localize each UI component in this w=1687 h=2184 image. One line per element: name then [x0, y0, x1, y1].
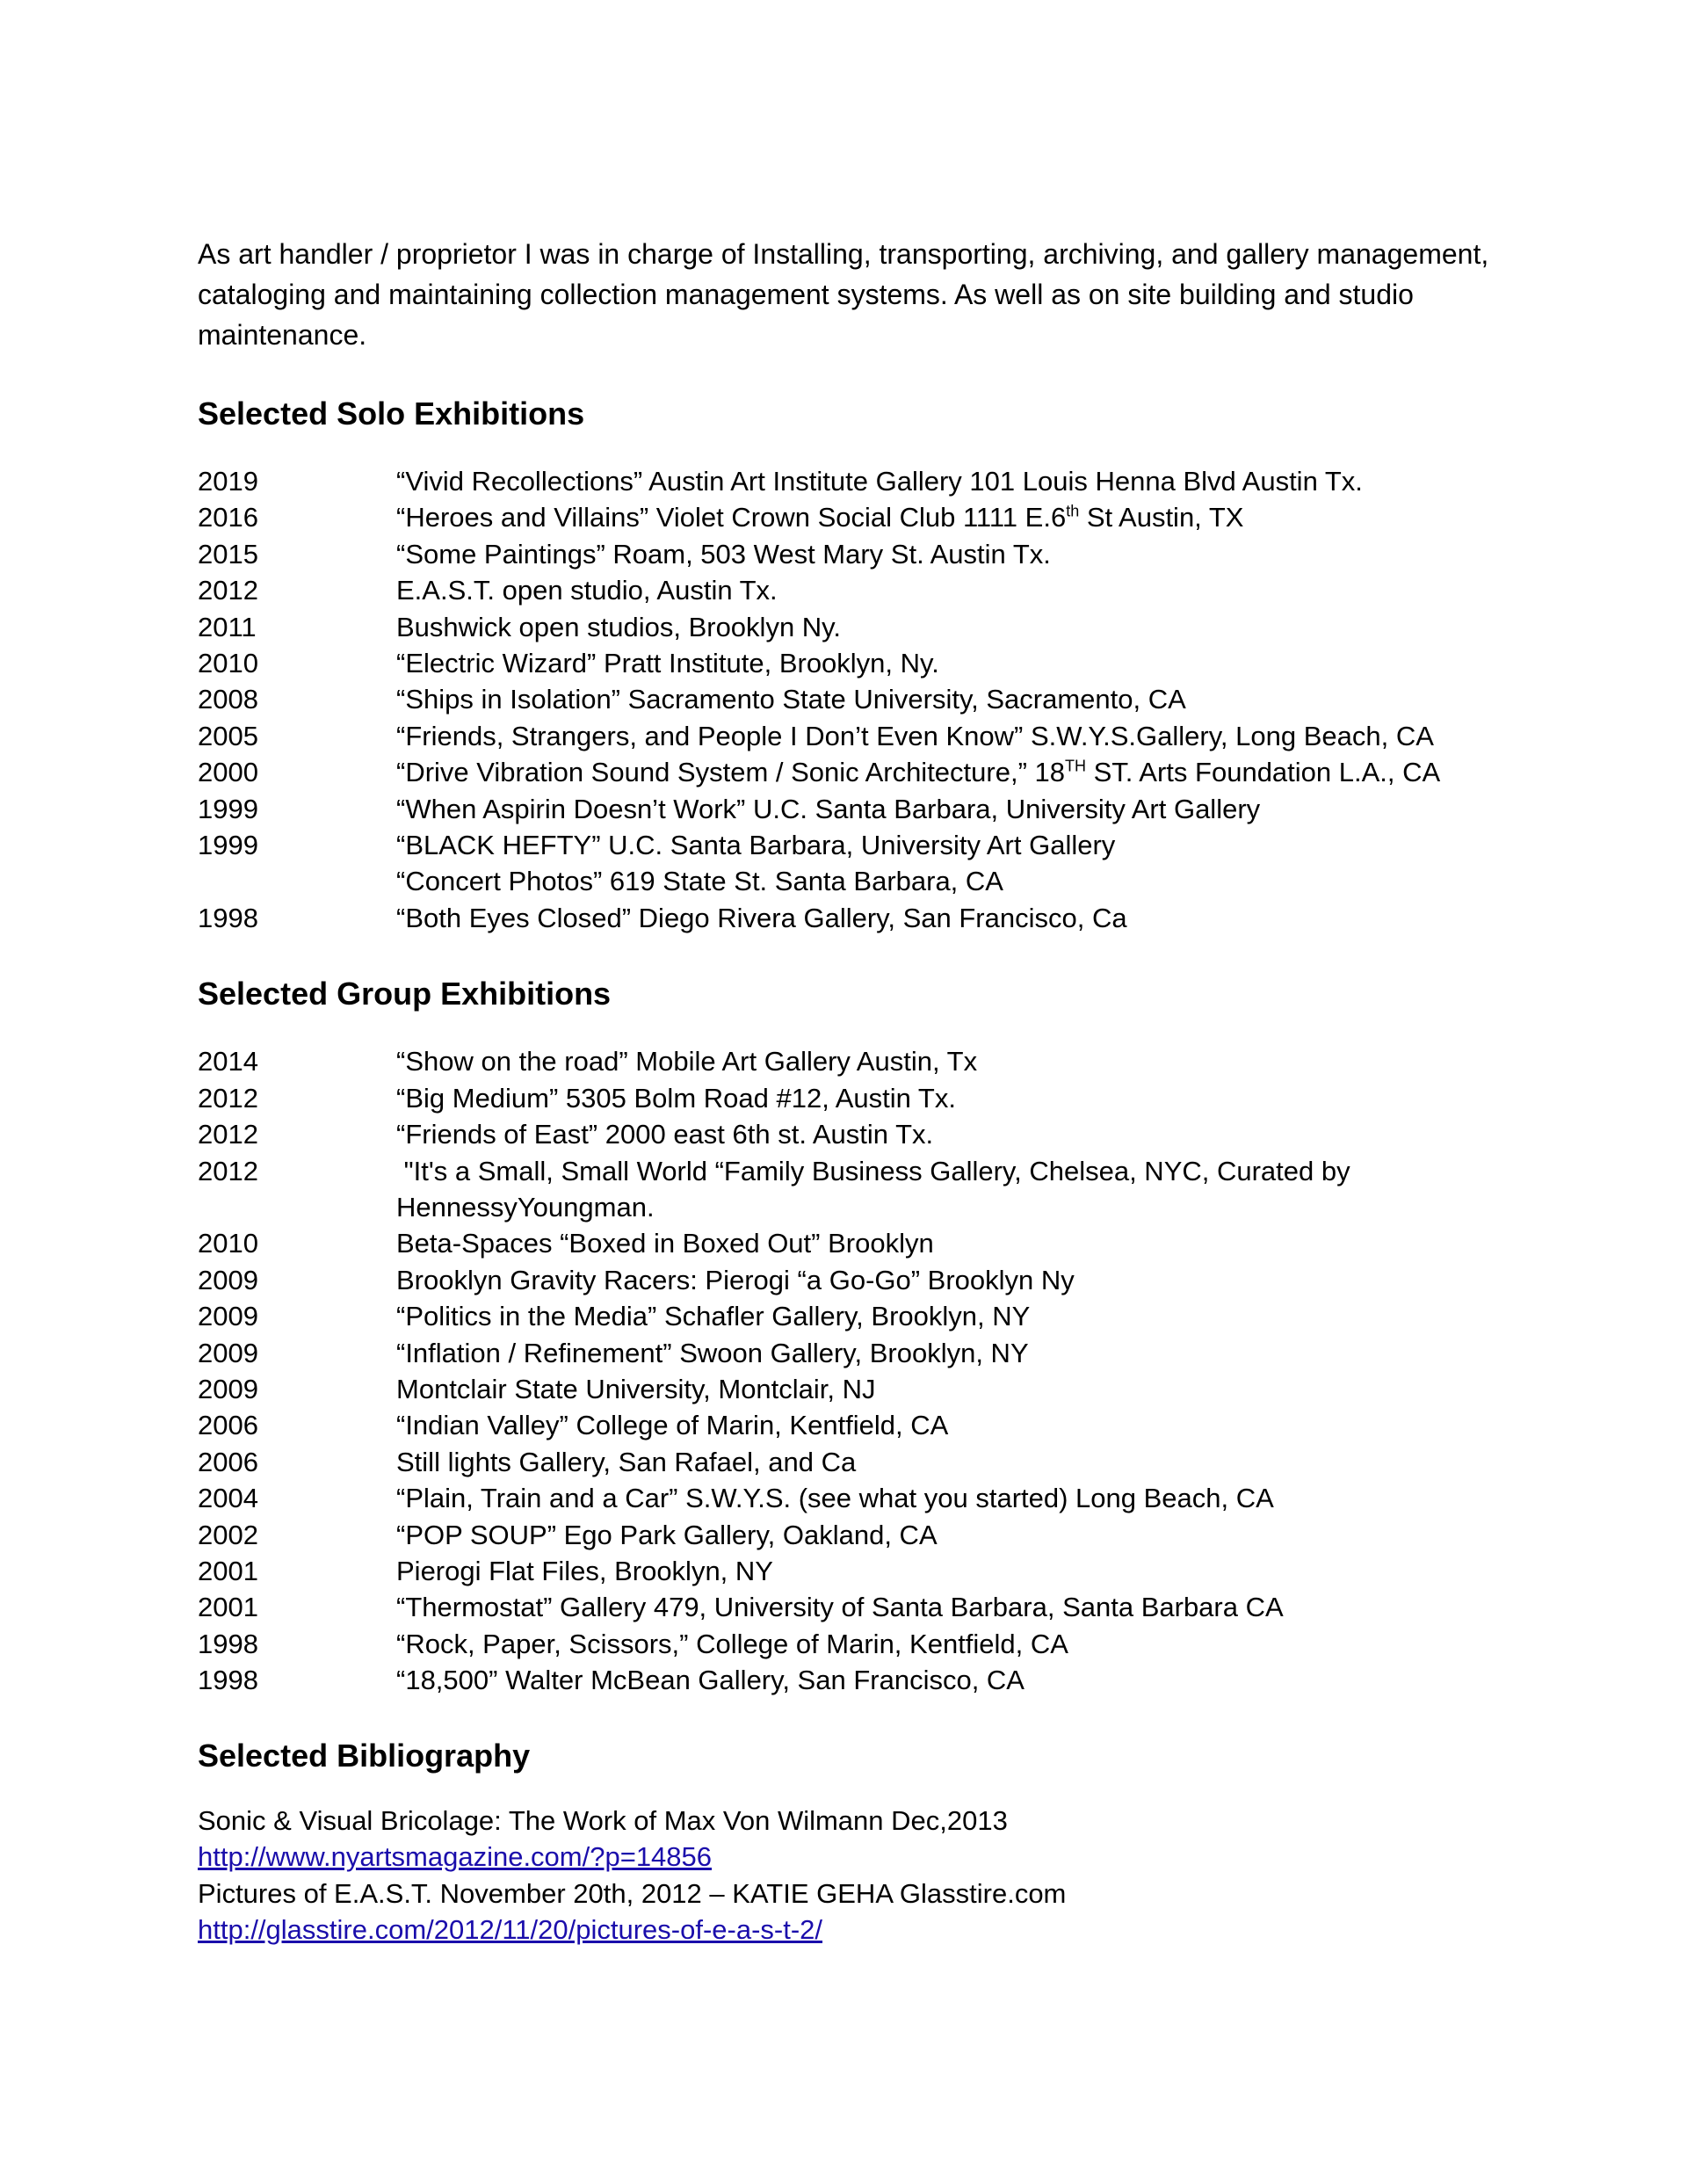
exhibition-text: “Inflation / Refinement” Swoon Gallery, Brooklyn, NY: [396, 1337, 1029, 1368]
exhibition-text: “Big Medium” 5305 Bolm Road #12, Austin Tx.: [396, 1082, 956, 1114]
exhibition-year: 2009: [198, 1337, 258, 1368]
exhibition-text: Montclair State University, Montclair, NJ: [396, 1373, 876, 1404]
exhibition-year: 1999: [198, 793, 258, 824]
exhibition-year: 2009: [198, 1301, 258, 1332]
exhibition-year: 2001: [198, 1592, 258, 1623]
group-row: [198, 1407, 1516, 1443]
exhibition-text: “Indian Valley” College of Marin, Kentfield, CA: [396, 1410, 949, 1441]
exhibition-year: 2001: [198, 1555, 258, 1586]
solo-row: [198, 536, 1516, 572]
exhibition-year: 2012: [198, 1155, 258, 1186]
solo-row: [198, 827, 1516, 863]
exhibition-text: “Rock, Paper, Scissors,” College of Marin, Kentfield, CA: [396, 1628, 1068, 1659]
solo-row: [198, 499, 1516, 535]
exhibition-text: “Vivid Recollections” Austin Art Institute Gallery 101 Louis Henna Blvd Austin Tx.: [396, 466, 1363, 497]
exhibition-year: 2002: [198, 1519, 258, 1550]
exhibition-text-part: “Drive Vibration Sound System / Sonic Architecture,” 18: [396, 757, 1065, 788]
exhibition-year: 2005: [198, 720, 258, 751]
group-row: [198, 1480, 1516, 1516]
exhibition-year: 2015: [198, 538, 258, 570]
exhibition-year: 2019: [198, 466, 258, 497]
exhibition-text: “Ships in Isolation” Sacramento State University, Sacramento, CA: [396, 684, 1186, 715]
group-row: [198, 1444, 1516, 1480]
exhibition-text: [396, 754, 1516, 790]
group-exhibitions-list: [198, 1043, 1516, 1698]
exhibition-year: 2012: [198, 1119, 258, 1150]
solo-row: [198, 863, 1516, 899]
exhibition-text: Bushwick open studios, Brooklyn Ny.: [396, 611, 841, 642]
solo-row: [198, 463, 1516, 499]
exhibition-year: 1998: [198, 1628, 258, 1659]
exhibition-text: Brooklyn Gravity Racers: Pierogi “a Go-Go” Brooklyn Ny: [396, 1264, 1075, 1295]
group-row: [198, 1262, 1516, 1298]
solo-row: [198, 572, 1516, 608]
exhibition-text: “POP SOUP” Ego Park Gallery, Oakland, CA: [396, 1519, 938, 1550]
exhibition-year: 2004: [198, 1483, 258, 1514]
exhibition-text: E.A.S.T. open studio, Austin Tx.: [396, 575, 778, 606]
exhibition-year: 1998: [198, 1665, 258, 1696]
solo-row: [198, 791, 1516, 827]
bibliography-heading: Selected Bibliography: [198, 1737, 531, 1774]
solo-row: [198, 645, 1516, 681]
group-row: [198, 1043, 1516, 1079]
solo-exhibitions-heading: Selected Solo Exhibitions: [198, 395, 585, 432]
bibliography-title: Pictures of E.A.S.T. November 20th, 2012 – KATIE GEHA Glasstire.com: [198, 1877, 1067, 1909]
solo-exhibitions-list: [198, 463, 1516, 936]
exhibition-year: 2012: [198, 575, 258, 606]
exhibition-text: “Show on the road” Mobile Art Gallery Austin, Tx: [396, 1046, 978, 1077]
bibliography-list: [198, 1803, 1516, 1948]
ordinal-superscript: TH: [1065, 757, 1086, 775]
exhibition-text: “Electric Wizard” Pratt Institute, Brooklyn, Ny.: [396, 648, 939, 679]
exhibition-text: “When Aspirin Doesn’t Work” U.C. Santa Barbara, University Art Gallery: [396, 793, 1261, 824]
exhibition-year: 1998: [198, 902, 258, 933]
exhibition-text-part: ST. Arts Foundation L.A., CA: [1086, 757, 1441, 788]
solo-row: [198, 609, 1516, 645]
exhibition-text: “Both Eyes Closed” Diego Rivera Gallery, San Francisco, Ca: [396, 902, 1127, 933]
exhibition-year: 2000: [198, 757, 258, 788]
exhibition-text: “Politics in the Media” Schafler Gallery, Brooklyn, NY: [396, 1301, 1031, 1332]
exhibition-year: 2008: [198, 684, 258, 715]
exhibition-text: “Friends, Strangers, and People I Don’t Even Know” S.W.Y.S.Gallery, Long Beach, CA: [396, 720, 1434, 751]
group-exhibitions-heading: Selected Group Exhibitions: [198, 976, 612, 1012]
group-row: [198, 1335, 1516, 1371]
group-row: [198, 1080, 1516, 1116]
ordinal-superscript: th: [1066, 503, 1080, 521]
exhibition-text-part: St Austin, TX: [1079, 502, 1244, 533]
group-row: [198, 1153, 1516, 1226]
exhibition-year: 2010: [198, 1228, 258, 1259]
exhibition-text: “Plain, Train and a Car” S.W.Y.S. (see what you started) Long Beach, CA: [396, 1483, 1274, 1514]
exhibition-text: “Friends of East” 2000 east 6th st. Austin Tx.: [396, 1119, 934, 1150]
exhibition-year: 2006: [198, 1446, 258, 1477]
exhibition-year: 2006: [198, 1410, 258, 1441]
exhibition-year: [198, 863, 396, 899]
bibliography-link[interactable]: http://www.nyartsmagazine.com/?p=14856: [198, 1841, 713, 1873]
exhibition-year: 2009: [198, 1373, 258, 1404]
exhibition-text: “18,500” Walter McBean Gallery, San Francisco, CA: [396, 1665, 1025, 1696]
exhibition-year: 1999: [198, 830, 258, 861]
exhibition-text: “Thermostat” Gallery 479, University of Santa Barbara, Santa Barbara CA: [396, 1592, 1284, 1623]
group-row: [198, 1298, 1516, 1334]
solo-row: [198, 900, 1516, 936]
exhibition-text: “Some Paintings” Roam, 503 West Mary St. Austin Tx.: [396, 538, 1051, 570]
exhibition-year: 2012: [198, 1082, 258, 1114]
bibliography-link[interactable]: http://glasstire.com/2012/11/20/pictures-of-e-a-s-t-2/: [198, 1914, 823, 1946]
solo-row: [198, 754, 1516, 790]
exhibition-text: “BLACK HEFTY” U.C. Santa Barbara, University Art Gallery: [396, 830, 1116, 861]
exhibition-text: Still lights Gallery, San Rafael, and Ca: [396, 1446, 857, 1477]
bibliography-title: Sonic & Visual Bricolage: The Work of Max Von Wilmann Dec,2013: [198, 1804, 1008, 1836]
exhibition-text-part: “Heroes and Villains” Violet Crown Social Club 1111 E.6: [396, 502, 1067, 533]
resume-page: [198, 234, 1516, 1948]
intro-paragraph: As art handler / proprietor I was in charge of Installing, transporting, archiving, and gallery management, cataloging and maintaining collection management systems. As well as on site building and studio maintenance.: [198, 238, 1489, 351]
group-row: [198, 1116, 1516, 1152]
exhibition-year: 2011: [198, 611, 257, 642]
group-row: [198, 1626, 1516, 1662]
exhibition-text: Beta-Spaces “Boxed in Boxed Out” Brooklyn: [396, 1228, 934, 1259]
exhibition-year: 2010: [198, 648, 258, 679]
exhibition-year: 2014: [198, 1046, 258, 1077]
exhibition-text: [396, 499, 1516, 535]
group-row: [198, 1517, 1516, 1553]
group-row: [198, 1589, 1516, 1625]
group-row: [198, 1371, 1516, 1407]
group-row: [198, 1553, 1516, 1589]
solo-row: [198, 681, 1516, 717]
solo-row: [198, 718, 1516, 754]
exhibition-year: 2016: [198, 502, 258, 533]
group-row: [198, 1662, 1516, 1698]
exhibition-text: “Concert Photos” 619 State St. Santa Barbara, CA: [396, 866, 1003, 897]
exhibition-year: 2009: [198, 1264, 258, 1295]
exhibition-text: "It's a Small, Small World “Family Business Gallery, Chelsea, NYC, Curated by HennessyYoungman.: [396, 1155, 1358, 1223]
group-row: [198, 1225, 1516, 1261]
exhibition-text: Pierogi Flat Files, Brooklyn, NY: [396, 1555, 773, 1586]
